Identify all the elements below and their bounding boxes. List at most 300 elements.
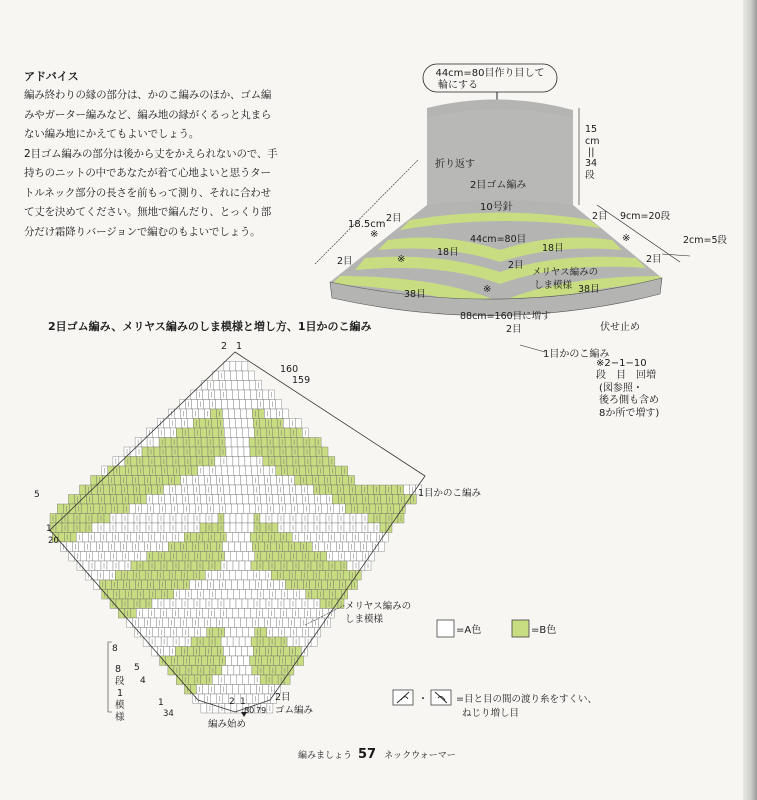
stitch-cell [176,599,182,609]
stitch-cell [238,381,244,391]
height-15: 15 [585,124,598,135]
stitch-cell [242,495,248,505]
stitch-cell [176,495,182,505]
stitch-cell [128,495,134,505]
rows-label: 9cm=20段 [620,211,671,222]
stitch-cell [81,552,87,562]
stitch-cell [308,514,314,524]
stitch-cell [285,552,291,562]
stitch-cell [204,400,210,410]
stitch-cell [210,409,216,419]
stitch-cell [248,514,254,524]
stitch-cell [106,580,112,590]
stitch-cell [264,666,270,676]
stitch-cell [284,495,290,505]
advice-line: 持ちのニットの中であなたが着て心地よいと思うター [24,167,271,179]
stitch-cell [246,409,252,419]
thirtyeight-left: 38目 [404,289,426,300]
stitch-cell [211,476,217,486]
two-sts-right: 2目 [592,211,608,222]
stripe-label-2: しま模様 [534,280,573,291]
legend-inc-line2: ねじり増し目 [462,708,520,719]
stitch-cell [203,637,209,647]
row-num-34: 34 [163,709,174,719]
eighteen-left: 18目 [437,247,459,258]
stitch-cell [285,504,291,514]
stitch-cell [296,599,302,609]
stitch-cell [235,419,241,429]
stitch-cell [164,485,170,495]
stitch-cell [105,552,111,562]
stitch-cell [139,571,145,581]
stitch-cell [223,419,229,429]
stitch-cell [283,571,289,581]
stitch-cell [231,504,237,514]
legend-b-swatch [512,620,529,637]
stitch-cell [297,628,303,638]
stitch-cell [212,495,218,505]
two-sts-mid-left: 2目 [337,256,353,267]
legend-separator: ・ [418,694,428,705]
stitch-cell [275,457,281,467]
stitch-cell [138,542,144,552]
stitch-cell [298,656,304,666]
stitch-cell [179,561,185,571]
stitch-cell [299,637,305,647]
stitch-cell [404,485,410,495]
stitch-cell [300,466,306,476]
stitch-cell [68,523,74,533]
stitch-cell [187,419,193,429]
stitch-cell [238,533,244,543]
stitch-cell [224,495,230,505]
stitch-cell [296,523,302,533]
stitch-cell [274,447,280,457]
stitch-cell [237,371,243,381]
stitch-cell [202,447,208,457]
bottom-num-79: 79 [256,706,267,715]
stitch-cell [201,438,207,448]
stitch-cell [312,590,318,600]
stitch-cell [129,552,135,562]
stitch-cell [91,476,97,486]
stitch-cell [142,447,148,457]
stitch-cell [258,542,264,552]
stitch-cell [232,609,238,619]
stitch-cell [214,580,220,590]
stitch-cell [320,599,326,609]
stitch-cell [164,428,170,438]
chart-stripe-label-2: しま模様 [345,614,384,625]
stitch-cell [177,504,183,514]
stitch-cell [80,523,86,533]
stitch-cell [240,666,246,676]
stitch-cell [330,542,336,552]
stitch-cell [250,580,256,590]
stitch-cell [187,476,193,486]
stitch-cell [140,485,146,495]
stitch-cell [142,609,148,619]
stitch-cell [252,400,258,410]
stitch-cell [127,571,133,581]
stitch-cell [243,371,249,381]
stitch-cell [284,523,290,533]
stitch-cell [263,457,269,467]
stitch-cell [81,504,87,514]
stitch-cell [284,599,290,609]
stitch-cell [200,485,206,495]
stitch-cell [214,533,220,543]
stitch-cell [242,675,248,685]
stitch-cell [176,428,182,438]
stitch-cell [200,599,206,609]
stitch-cell [242,599,248,609]
stitch-cell [234,400,240,410]
stitch-cell [214,685,220,695]
stitch-cell [308,495,314,505]
stitch-cell [152,599,158,609]
stitch-cell [228,466,234,476]
stitch-cell [307,618,313,628]
stitch-cell [199,647,205,657]
stitch-cell [235,476,241,486]
stitch-cell [297,552,303,562]
stitch-cell [310,533,316,543]
stitch-cell [272,675,278,685]
repeat-yo: 様 [115,712,125,723]
stitch-cell [244,381,250,391]
stitch-cell [212,675,218,685]
stitch-cell [232,533,238,543]
stitch-cell [80,485,86,495]
stitch-cell [233,390,239,400]
stitch-cell [211,571,217,581]
stitch-cell [164,599,170,609]
stitch-cell [368,495,374,505]
height-eq: || [588,147,595,158]
stitch-cell [283,476,289,486]
stitch-cell [229,647,235,657]
stitch-cell [245,457,251,467]
stitch-cell [344,514,350,524]
stitch-cell [271,419,277,429]
stitch-cell [354,542,360,552]
stitch-cell [139,476,145,486]
stitch-cell [232,580,238,590]
stitch-cell [163,647,169,657]
stitch-cell [128,523,134,533]
stitch-cell [198,542,204,552]
stitch-cell [260,675,266,685]
stitch-cell [322,447,328,457]
stitch-cell [224,523,230,533]
stitch-cell [116,523,122,533]
stitch-cell [286,580,292,590]
stitch-cell [166,447,172,457]
stitch-cell [190,609,196,619]
stitch-cell [369,504,375,514]
stitch-cell [392,514,398,524]
stitch-cell [199,618,205,628]
stitch-cell [243,628,249,638]
row-num-4: 4 [140,676,146,686]
start-label: 編み始め [208,719,247,730]
stitch-cell [246,666,252,676]
stitch-cell [311,561,317,571]
stitch-cell [309,438,315,448]
stitch-cell [93,504,99,514]
stitch-cell [309,504,315,514]
top-note-line2: 輪にする [438,80,478,91]
stitch-cell [273,552,279,562]
stitch-cell [224,599,230,609]
stitch-cell [180,590,186,600]
stitch-cell [295,571,301,581]
stitch-cell [202,609,208,619]
stitch-cell [230,523,236,533]
stitch-cell [120,590,126,600]
stitch-cell [250,656,256,666]
stitch-cell [156,466,162,476]
stitch-cell [242,523,248,533]
stitch-cell [380,485,386,495]
stitch-cell [164,514,170,524]
stitch-cell [227,637,233,647]
stitch-cell [380,495,386,505]
stitch-cell [213,438,219,448]
stitch-cell [249,628,255,638]
stitch-cell [198,409,204,419]
stitch-cell [321,504,327,514]
stitch-cell [238,447,244,457]
stitch-cell [229,419,235,429]
stitch-cell [336,466,342,476]
stitch-cell [222,590,228,600]
top-note-line1: 44cm=80目作り目して [435,68,545,79]
stitch-cell [190,580,196,590]
stitch-cell [246,400,252,410]
stitch-cell [247,476,253,486]
stitch-cell [175,571,181,581]
stitch-cell [272,485,278,495]
stitch-cell [199,476,205,486]
stitch-cell [320,495,326,505]
stitch-cell [239,637,245,647]
stitch-cell [259,647,265,657]
stitch-cell [227,457,233,467]
stitch-cell [273,438,279,448]
stitch-cell [271,476,277,486]
stitch-cell [204,466,210,476]
stitch-cell [246,466,252,476]
stitch-cell [238,580,244,590]
stitch-cell [244,580,250,590]
stitch-cell [192,666,198,676]
stitch-cell [116,485,122,495]
row-num-1b: 1 [158,698,164,708]
stitch-cell [263,637,269,647]
stitch-cell [332,599,338,609]
stitch-cell [285,628,291,638]
stitch-cell [140,523,146,533]
bindoff-label: 伏せ止め [600,322,640,333]
stitch-cell [250,447,256,457]
stitch-cell [163,571,169,581]
stitch-cell [244,533,250,543]
stitch-cell [204,666,210,676]
stitch-cell [366,542,372,552]
stitch-cell [176,485,182,495]
advice-line: みやガーター編みなど、編み地の縁がくるっと丸まら [24,108,272,121]
stitch-cell [333,552,339,562]
stitch-cell [346,533,352,543]
stitch-cell [272,428,278,438]
stitch-cell [236,599,242,609]
stitch-cell [166,609,172,619]
stitch-cell [200,428,206,438]
stitch-cell [189,552,195,562]
stitch-cell [260,485,266,495]
stitch-cell [307,476,313,486]
stitch-cell [141,504,147,514]
stitch-cell [187,618,193,628]
stitch-cell [244,685,250,695]
stitch-cell [242,428,248,438]
stitch-cell [380,523,386,533]
stitch-cell [155,637,161,647]
stitch-cell [166,580,172,590]
stitch-cell [142,533,148,543]
stitch-cell [282,542,288,552]
stitch-cell [236,514,242,524]
stitch-cell [203,390,209,400]
stitch-cell [213,628,219,638]
stitch-cell [243,552,249,562]
stitch-cell [297,504,303,514]
stitch-cell [275,637,281,647]
stitch-cell [356,514,362,524]
stitch-cell [154,533,160,543]
stitch-cell [175,419,181,429]
stitch-cell [226,381,232,391]
stitch-cell [296,514,302,524]
stitch-cell [259,476,265,486]
stitch-cell [236,362,242,372]
stitch-cell [225,504,231,514]
stitch-cell [248,428,254,438]
stitch-cell [116,514,122,524]
stitch-cell [284,675,290,685]
asterisk-4: ※ [622,233,631,244]
needle-label: 10号針 [480,202,513,213]
stitch-cell [104,485,110,495]
stitch-cell [227,390,233,400]
stitch-cell [392,485,398,495]
stitch-cell [210,542,216,552]
stitch-cell [128,599,134,609]
stitch-cell [68,495,74,505]
stitch-cell [188,485,194,495]
stitch-cell [230,428,236,438]
legend-inc-line1: =目と目の間の渡り糸をすくい、 [456,694,597,705]
stitch-cell [201,552,207,562]
stitch-cell [260,495,266,505]
stitch-cell [103,571,109,581]
stitch-cell [213,552,219,562]
stitch-cell [165,552,171,562]
stitch-cell [92,514,98,524]
stitch-cell [102,542,108,552]
legend-a-label: =A色 [456,625,482,636]
stitch-cell [276,400,282,410]
stitch-cell [233,637,239,647]
stitch-cell [237,504,243,514]
stitch-cell [271,618,277,628]
stitch-cell [232,685,238,695]
stitch-cell [229,618,235,628]
stitch-cell [202,656,208,666]
stitch-cell [117,552,123,562]
stitch-cell [251,390,257,400]
stitch-cell [283,419,289,429]
stitch-cell [179,457,185,467]
row-num-1: 1 [46,524,52,534]
stitch-cell [322,533,328,543]
stitch-cell [175,647,181,657]
height-cm: cm [585,136,600,147]
stitch-cell [130,533,136,543]
stitch-cell [225,438,231,448]
stitch-cell [250,381,256,391]
stitch-cell [106,533,112,543]
stitch-cell [240,400,246,410]
stitch-cell [154,609,160,619]
stitch-cell [244,609,250,619]
stitch-cell [227,561,233,571]
stitch-cell [264,466,270,476]
stitch-cell [260,523,266,533]
stitch-cell [162,542,168,552]
stitch-cell [332,495,338,505]
stitch-cell [249,504,255,514]
stitch-cell [225,628,231,638]
stitch-cell [189,438,195,448]
stitch-cell [244,447,250,457]
stitch-cell [295,647,301,657]
stitch-cell [225,552,231,562]
stitch-cell [283,647,289,657]
stitch-cell [212,599,218,609]
stitch-cell [332,514,338,524]
stitch-cell [344,523,350,533]
repeat-dan: 段 [115,676,125,687]
stitch-cell [215,637,221,647]
stitch-cell [272,495,278,505]
stitch-cell [224,514,230,524]
stitch-cell [152,485,158,495]
stripe-label-1: メリヤス編みの [532,267,599,278]
stitch-cell [274,580,280,590]
stitch-cell [164,523,170,533]
stitch-cell [191,637,197,647]
stitch-cell [286,609,292,619]
stitch-cell [236,495,242,505]
stitch-cell [275,561,281,571]
stitch-cell [94,533,100,543]
stitch-cell [228,409,234,419]
stitch-cell [230,495,236,505]
stitch-cell [202,580,208,590]
